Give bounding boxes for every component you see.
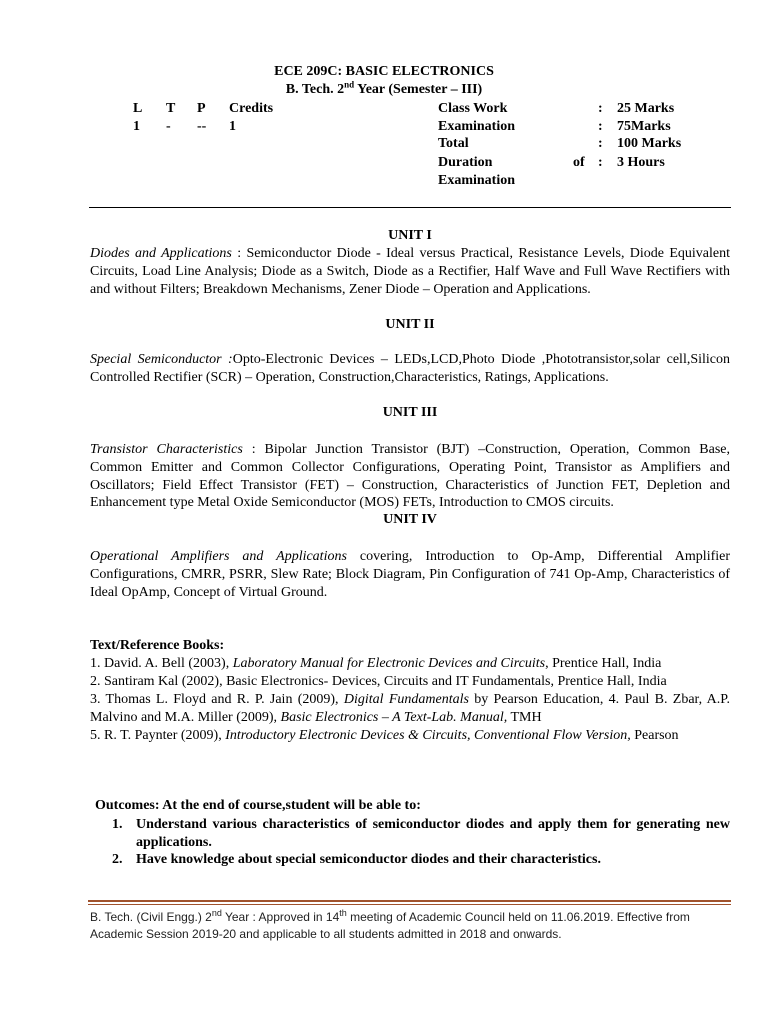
ref-4-publisher: TMH: [507, 709, 542, 725]
unit-1-title: UNIT I: [388, 228, 432, 243]
ref-5-title: Introductory Electronic Devices & Circuits, Conventional Flow Version,: [225, 728, 631, 743]
ltp-credits-val: 1: [229, 119, 236, 134]
unit-2-topic: Special Semiconductor :: [90, 352, 233, 367]
marks-label-total: Total: [438, 136, 469, 151]
ltp-l: L: [133, 101, 143, 116]
unit-4-text: covering, Introduction to Op-Amp, Differential Amplifier Configurations, CMRR, PSRR, Slew Rate; Block Diagram, Pin Configuration of 741 Op-Amp, Characteristics of Ideal OpAmp, Concept of Virtual Ground.: [90, 549, 731, 600]
unit-4-topic: Operational Amplifiers and Applications: [90, 549, 347, 564]
ref-5-publisher: Pearson: [630, 728, 679, 743]
marks-sep: :: [598, 136, 603, 151]
ref-1-title: Laboratory Manual for Electronic Devices and Circuits: [232, 656, 546, 671]
marks-sep: :: [598, 101, 603, 116]
marks-value-exam: 75Marks: [617, 119, 671, 134]
outcome-item: [90, 851, 730, 869]
unit-3-title: UNIT III: [382, 405, 438, 420]
reference-5: [90, 727, 740, 745]
marks-sep: :: [598, 155, 603, 170]
ref-1-publisher: , Prentice Hall, India: [545, 656, 662, 671]
marks-label-exam: Examination: [438, 119, 516, 134]
footer-p1: B. Tech. (Civil Engg.) 2: [90, 910, 212, 924]
unit-3-text: Bipolar Junction Transistor (BJT) –Construction, Operation, Common Base, Common Emitter and Common Collector Configurations, Operating Point, Transistor as Amplifiers and Oscillators; Field Effect Transistor (FET) – Construction, Characteristics of Junction FET, Depletion and Enhancement type Metal Oxide Semiconductor (MOS) FETs, Introduction to CMOS circuits.: [90, 442, 731, 511]
unit-3-topic: Transistor Characteristics: [90, 442, 243, 457]
footer-divider: [88, 900, 731, 902]
marks-label-duration-2: Examination: [438, 173, 516, 188]
footer-sup1: nd: [211, 908, 222, 918]
unit-4-body: [90, 548, 730, 601]
unit-1-body: [90, 245, 730, 298]
ltp-credits: Credits: [229, 101, 274, 116]
reference-3-4: [90, 691, 730, 727]
unit-4-title: UNIT IV: [383, 512, 437, 527]
marks-value-total: 100 Marks: [617, 136, 682, 151]
program-line: [0, 79, 768, 98]
outcomes-heading: Outcomes: At the end of course,student will be able to:: [95, 798, 421, 813]
unit-4-sep: [347, 549, 360, 564]
ltp-p-val: --: [197, 119, 207, 134]
ref-3-title: Digital Fundamentals: [343, 692, 469, 707]
reference-1: [90, 655, 740, 673]
outcome-item: [90, 816, 730, 851]
outcomes-list: [90, 816, 730, 869]
reference-2: 2. Santiram Kal (2002), Basic Electronics- Devices, Circuits and IT Fundamentals, Prentice Hall, India: [90, 674, 667, 689]
ref-5-author: 5. R. T. Paynter (2009),: [90, 728, 226, 743]
ref-3-4-mid: by Pearson Education, 4. Paul B. Zbar, A.P. Malvino and M.A. Miller (2009),: [90, 692, 730, 725]
footer-p3: meeting of Academic Council held on 11.06.2019. Effective from Academic Session 2019-20 and applicable to all students admitted in 2018 and onwards.: [90, 910, 690, 941]
ltp-p: P: [197, 101, 206, 116]
ltp-t-val: -: [166, 119, 171, 134]
header-divider: [89, 207, 731, 208]
marks-label-classwork: Class Work: [438, 101, 508, 116]
footer-p2: Year : Approved in 14: [221, 910, 340, 924]
marks-of: of: [573, 155, 585, 170]
unit-3-sep: :: [242, 442, 265, 457]
marks-sep: :: [598, 119, 603, 134]
footer-note: [90, 909, 730, 942]
program-prefix: B. Tech. 2: [285, 82, 345, 97]
unit-1-text: Semiconductor Diode - Ideal versus Practical, Resistance Levels, Diode Equivalent Circuits, Load Line Analysis; Diode as a Switch, Diode as a Rectifier, Half Wave and Full Wave Rectifiers with and without Filters; Breakdown Mechanisms, Zener Diode – Operation and Applications.: [90, 246, 730, 297]
ltp-t: T: [166, 101, 176, 116]
ref-4-title: Basic Electronics – A Text-Lab. Manual,: [280, 709, 508, 725]
ref-3-author: 3. Thomas L. Floyd and R. P. Jain (2009),: [90, 692, 344, 707]
unit-1-topic: Diodes and Applications: [90, 246, 232, 261]
unit-1-sep: :: [231, 246, 247, 261]
references-heading: Text/Reference Books:: [90, 638, 225, 653]
unit-3-body: [90, 441, 730, 512]
marks-label-duration: Duration: [438, 155, 493, 170]
unit-2-text: Opto-Electronic Devices – LEDs,LCD,Photo Diode ,Phototransistor,solar cell,Silicon Controlled Rectifier (SCR) – Operation, Construction,Characteristics, Ratings, Applications.: [90, 352, 730, 385]
marks-value-classwork: 25 Marks: [617, 101, 675, 116]
outcome-text: Understand various characteristics of semiconductor diodes and apply them for generating new applications.: [136, 817, 730, 850]
footer-sup2: th: [339, 908, 347, 918]
outcome-number: 2.: [112, 852, 123, 867]
program-sup: nd: [344, 79, 355, 90]
ltp-l-val: 1: [133, 119, 140, 134]
outcome-number: 1.: [112, 817, 123, 832]
footer-divider-thin: [88, 904, 731, 905]
unit-2-title: UNIT II: [385, 317, 435, 332]
marks-value-duration: 3 Hours: [617, 155, 665, 170]
unit-2-body: [90, 351, 730, 387]
course-title: ECE 209C: BASIC ELECTRONICS: [274, 64, 494, 79]
ref-1-author: 1. David. A. Bell (2003),: [90, 656, 233, 671]
program-suffix: Year (Semester – III): [354, 82, 483, 97]
outcome-text: Have knowledge about special semiconductor diodes and their characteristics.: [136, 852, 601, 867]
